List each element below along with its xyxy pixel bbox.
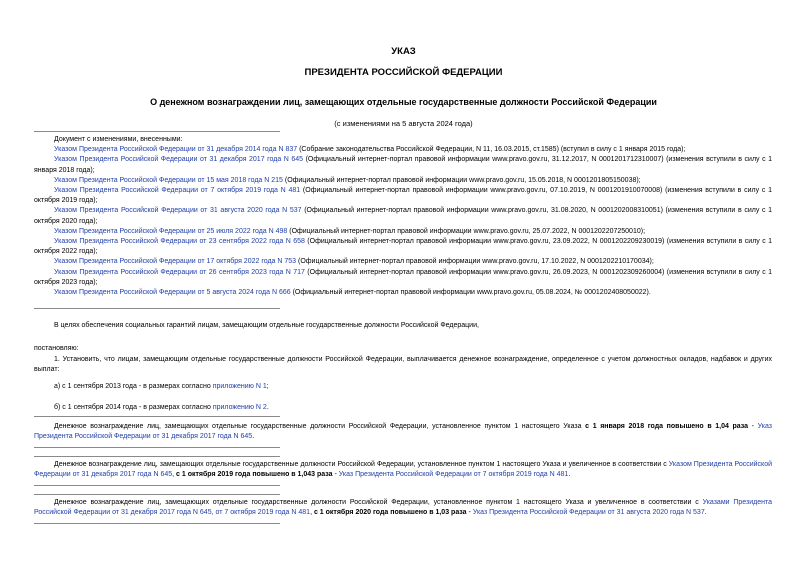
amendments-intro: Документ с изменениями, внесенными:: [54, 136, 183, 143]
issuer-title: ПРЕЗИДЕНТА РОССИЙСКОЙ ФЕДЕРАЦИИ: [304, 67, 503, 78]
amendment-link[interactable]: Указом Президента Российской Федерации от 17 октября 2022 года N 753: [54, 258, 297, 266]
item-a: а) с 1 сентября 2013 года - в размерах согласно приложению N 1;: [54, 383, 269, 390]
amendment-link[interactable]: Указом Президента Российской Федерации от 23 сентября 2022 года N 658: [54, 238, 305, 246]
amendment-item: Указом Президента Российской Федерации от 15 мая 2018 года N 215 (Официальный интернет-портал правовой информации www.pravo.gov.ru, 15.05.2018, N 0001201805150038);: [54, 176, 641, 184]
doc-type-title: УКАЗ: [391, 46, 416, 57]
divider: [34, 131, 280, 132]
amendment-item: Указом Президента Российской Федерации от 31 августа 2020 года N 537 (Официальный интернет-портал правовой информации www.pravo.gov.ru, 31.08.2020, N 0001202008310051) (изменения вступили в силу с 1 октября 2020 года);: [34, 207, 772, 225]
amendment-link[interactable]: Указом Президента Российской Федерации от 7 октября 2019 года N 481: [54, 187, 301, 195]
amendments-block: [34, 135, 772, 298]
divider: [34, 523, 280, 524]
editor-note-1: Денежное вознаграждение лиц, замещающих отдельные государственные должности Российской Федерации, установленное пунктом 1 настоящего Указа с 1 января 2018 года повышено в 1,04 раза - Указ Президента Российской Федерации от 31 декабря 2017 года N 645.: [34, 423, 772, 441]
amendment-item: Указом Президента Российской Федерации от 7 октября 2019 года N 481 (Официальный интернет-портал правовой информации www.pravo.gov.ru, 07.10.2019, N 0001201910070008) (изменения вступили в силу с 1 октября 2019 года);: [34, 187, 772, 205]
divider: [34, 494, 280, 495]
editor-note-3: Денежное вознаграждение лиц, замещающих отдельные государственные должности Российской Федерации, установленное пунктом 1 настоящего Указа и увеличенное в соответствии с Указами Президента Российской Федерации от 31 декабря 2017 года N 645, от 7 октября 2019 года N 481, с 1 октября 2020 года повышено в 1,03 раза - Указ Президента Российской Федерации от 31 августа 2020 года N 537.: [34, 499, 772, 517]
decree-word: постановляю:: [34, 345, 79, 352]
note-link[interactable]: Указами Президента Российской Федерации от 31 декабря 2017 года N 645, от 7 октября 2019 года N 481: [34, 499, 772, 517]
item-b: б) с 1 сентября 2014 года - в размерах согласно приложению N 2.: [54, 404, 269, 411]
item-1: 1. Установить, что лицам, замещающим отдельные государственные должности Российской Федерации, выплачивается денежное вознаграждение, определенное с учетом должностных окладов, надбавок и других выплат:: [34, 356, 772, 374]
appendix-1-link[interactable]: приложению N 1: [212, 383, 267, 390]
amendment-link[interactable]: Указом Президента Российской Федерации от 26 сентября 2023 года N 717: [54, 268, 305, 276]
note-link[interactable]: Указом Президента Российской Федерации от 31 декабря 2017 года N 645: [34, 461, 772, 479]
amendment-item: Указом Президента Российской Федерации от 25 июля 2022 года N 498 (Официальный интернет-портал правовой информации www.pravo.gov.ru, 25.07.2022, N 0001202207250010);: [54, 227, 646, 235]
amendment-item: Указом Президента Российской Федерации от 26 сентября 2023 года N 717 (Официальный интернет-портал правовой информации www.pravo.gov.ru, 26.09.2023, N 0001202309260004) (изменения вступили в силу с 1 октября 2023 года);: [34, 268, 772, 286]
amendment-link[interactable]: Указом Президента Российской Федерации от 31 августа 2020 года N 537: [54, 207, 302, 215]
divider: [34, 308, 280, 309]
amendment-link[interactable]: Указом Президента Российской Федерации от 5 августа 2024 года N 666: [54, 289, 291, 297]
note-link[interactable]: Указ Президента Российской Федерации от 31 августа 2020 года N 537: [472, 509, 705, 517]
amendment-item: Указом Президента Российской Федерации от 17 октября 2022 года N 753 (Официальный интернет-портал правовой информации www.pravo.gov.ru, 17.10.2022, N 0001202210170034);: [54, 258, 654, 266]
amendment-link[interactable]: Указом Президента Российской Федерации от 25 июля 2022 года N 498: [54, 227, 288, 235]
amendment-item: Указом Президента Российской Федерации от 5 августа 2024 года N 666 (Официальный интернет-портал правовой информации www.pravo.gov.ru, 05.08.2024, № 0001202408050022).: [54, 289, 651, 297]
note-link[interactable]: Указ Президента Российской Федерации от 31 декабря 2017 года N 645: [34, 423, 772, 441]
amendment-link[interactable]: Указом Президента Российской Федерации от 31 декабря 2017 года N 645: [54, 156, 304, 164]
divider: [34, 485, 280, 486]
divider: [34, 456, 280, 457]
divider: [34, 447, 280, 448]
amendment-item: Указом Президента Российской Федерации от 31 декабря 2017 года N 645 (Официальный интернет-портал правовой информации www.pravo.gov.ru, 31.12.2017, N 0001201712310007) (изменения вступили в силу с 1 января 2018 года);: [34, 156, 773, 174]
revision-note: (с изменениями на 5 августа 2024 года): [334, 119, 473, 128]
preamble: В целях обеспечения социальных гарантий лицам, замещающим отдельные государственные должности Российской Федерации,: [54, 322, 479, 329]
amendment-link[interactable]: Указом Президента Российской Федерации от 15 мая 2018 года N 215: [54, 176, 283, 184]
divider: [34, 416, 280, 417]
amendment-item: Указом Президента Российской Федерации от 31 декабря 2014 года N 837 (Собрание законодательства Российской Федерации, N 11, 16.03.2015, ст.1585) (вступил в силу с 1 января 2015 года);: [54, 146, 686, 154]
appendix-2-link[interactable]: приложению N 2: [212, 404, 267, 411]
amendment-item: Указом Президента Российской Федерации от 23 сентября 2022 года N 658 (Официальный интернет-портал правовой информации www.pravo.gov.ru, 23.09.2022, N 0001202209230019) (изменения вступили в силу с 1 октября 2022 года);: [34, 238, 772, 256]
note-link[interactable]: Указ Президента Российской Федерации от 7 октября 2019 года N 481: [338, 471, 569, 479]
amendment-link[interactable]: Указом Президента Российской Федерации от 31 декабря 2014 года N 837: [54, 146, 298, 154]
editor-note-2: Денежное вознаграждение лиц, замещающих отдельные государственные должности Российской Федерации, установленное пунктом 1 настоящего Указа и увеличенное в соответствии с Указом Президента Российской Федерации от 31 декабря 2017 года N 645, с 1 октября 2019 года повышено в 1,043 раза - Указ Президента Российской Федерации от 7 октября 2019 года N 481.: [34, 461, 772, 479]
subject-title: О денежном вознаграждении лиц, замещающих отдельные государственные должности Российской Федерации: [150, 97, 657, 107]
